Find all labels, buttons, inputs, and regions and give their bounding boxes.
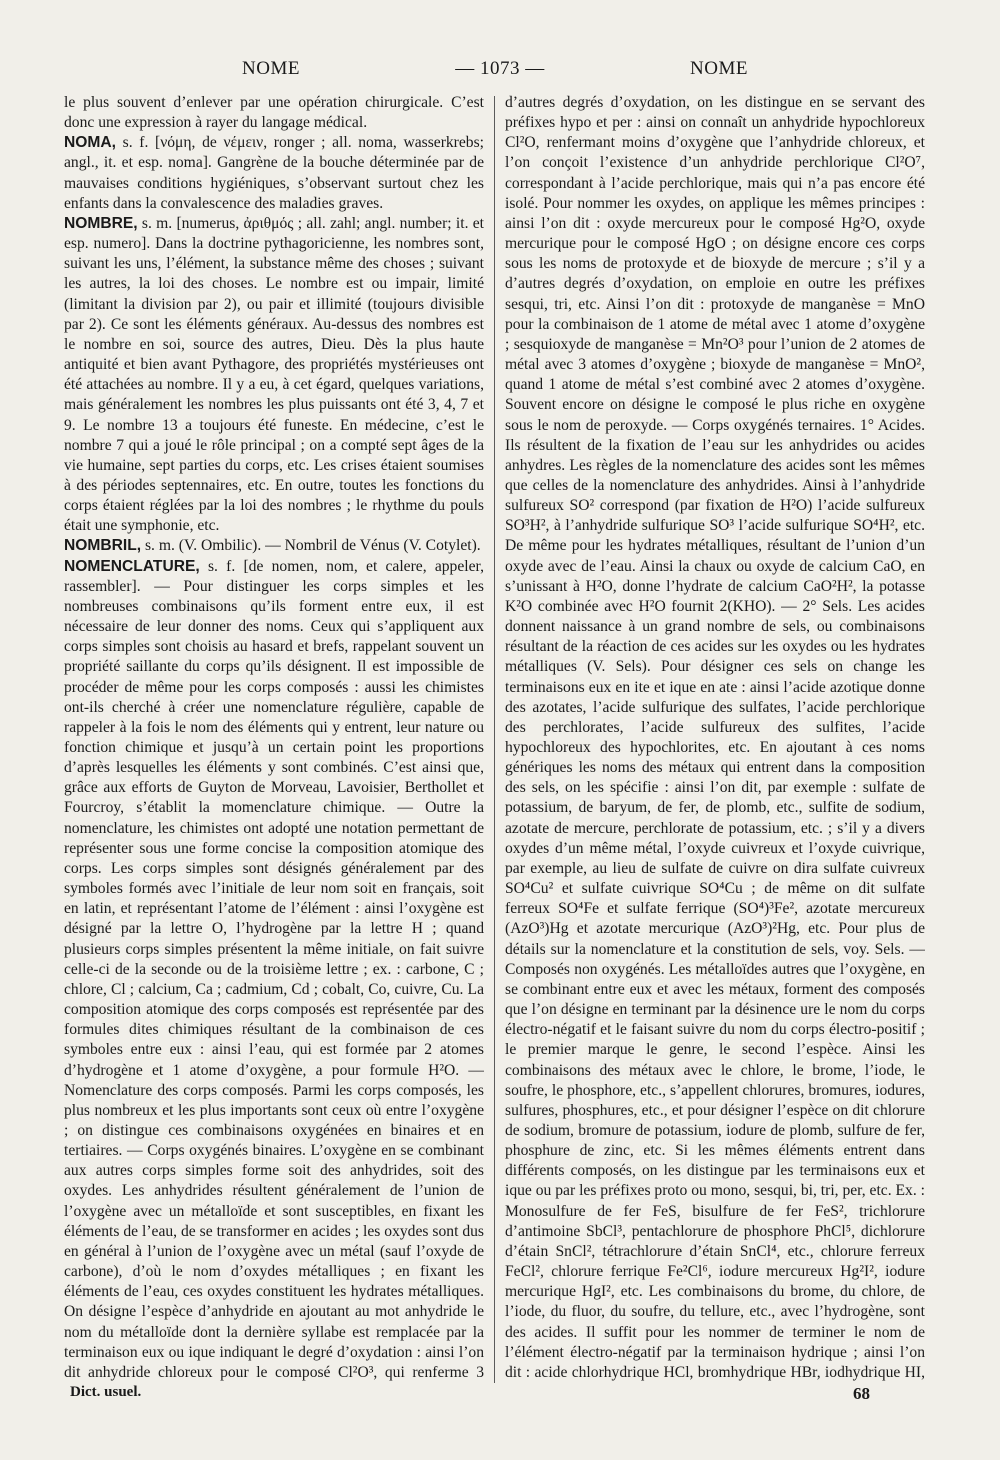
footer-signature: Dict. usuel. xyxy=(70,1384,142,1400)
entry-nomenclature xyxy=(64,557,484,1383)
entry-headword: NOMA, xyxy=(64,134,116,152)
entry-nomenclature-continued: d’autres degrés d’oxydation, on les distingue en se servant des préfixes hypo et per : ainsi on connaît un anhydride hypochloreux Cl²O, renfermant moins d’oxygène que l’anhydride chloreux, et l’on conçoit l’existence d’un anhydride perchlorique Cl²O⁷, correspondant à l’acide perchlorique, mais qui n’a pas encore été isolé. Pour nommer les oxydes, on applique les mêmes principes : ainsi l’on dit : oxyde mercureux pour le composé Hg²O, oxyde mercurique pour le composé HgO ; on désigne encore ces corps sous les noms de protoxyde et de bioxyde de mercure ; s’il y a d’autres degrés d’oxydation, on emploie en outre les préfixes sesqui, tri, etc. Ainsi l’on dit : protoxyde de manganèse = MnO pour la combinaison de 1 atome de métal avec 1 atome d’oxygène ; sesquioxyde de manganèse = Mn²O³ pour l’union de 2 atomes de métal avec 3 atomes d’oxygène ; bioxyde de manganèse = MnO², quand 1 atome de métal s’est combiné avec 2 atomes d’oxygène. Souvent encore on désigne le composé le plus riche en oxygène sous le nom de peroxyde. — Corps oxygénés ternaires. 1° Acides. Ils résultent de la fixation de l’eau sur les anhydrides ou acides anhydres. Les règles de la nomenclature des acides sont les mêmes que celles de la nomenclature des anhydrides. Ainsi à l’anhydride sulfureux SO² correspond (par fixation de H²O) l’acide sulfureux SO³H², à l’anhydride sulfurique SO³ l’acide sulfurique SO⁴H², etc. De même pour les hydrates métalliques, résultant de l’union d’un oxyde avec de l’eau. Ainsi la chaux ou oxyde de calcium CaO, en s’unissant à H²O, donne l’hydrate de calcium CaO²H², la potasse K²O combinée avec H²O fournit 2(KHO). — 2° Sels. Les acides donnent naissance à un grand nombre de sels, ou combinaisons résultant de la réaction de ces acides sur les oxydes ou les hydrates métalliques (V. Sels). Pour désigner ces sels on change les terminaisons eux en ite et ique en ate : ainsi l’acide azotique donne des azotates, l’acide sulfurique des sulfates, l’acide perchlorique des perchlorates, l’acide sulfureux des sulfites, l’acide hypochloreux des hypochlorites, etc. En ajoutant à ces noms génériques les noms des métaux qui entrent dans la composition des sels, on les spécifie : ainsi l’on dit, par exemple : sulfate de potassium, de baryum, de fer, de plomb, etc., sulfite de sodium, azotate de mercure, perchlorate de potassium, etc. ; s’il y a divers oxydes d’un même métal, l’oxyde cuivreux et l’oxyde cuivrique, par exemple, au lieu de sulfate de cuivre on dira sulfate cuivreux SO⁴Cu² et sulfate cuivrique SO⁴Cu ; de même on dit sulfate ferreux SO⁴Fe et sulfate ferrique (SO⁴)³Fe², azotate mercureux (AzO³)Hg et azotate mercurique (AzO³)²Hg, etc. Pour plus de détails sur la nomenclature et la constitution de sels, voy. Sels. — Composés non oxygénés. Les métalloïdes autres que l’oxygène, en se combinant entre eux et avec les métaux, forment des composés que l’on désigne en terminant par la désinence ure le nom du corps électro-négatif et le faisant suivre du nom du corps électro-positif ; le premier marque le genre, le second l’espèce. Ainsi les combinaisons des métaux avec le chlore, le brome, l’iode, le soufre, le phosphore, etc., s’appellent chlorures, bromures, iodures, sulfures, phosphures, etc., et pour désigner l’espèce on dit chlorure de sodium, bromure de potassium, iodure de plomb, sulfure de fer, phosphure de zinc, etc. Si les mêmes éléments entrent dans différents composés, on les distingue par les terminaisons eux et ique ou par les préfixes proto ou mono, sesqui, bi, tri, per, etc. Ex. : Monosulfure de fer FeS, bisulfure de fer FeS², trichlorure d’antimoine SbCl³, pentachlorure de phosphore PhCl⁵, dichlorure d’étain SnCl², tétrachlorure d’étain SnCl⁴, etc., chlorure ferreux FeCl², chlorure ferrique Fe²Cl⁶, iodure mercureux Hg²I², iodure mercurique HgI², etc. Les combinaisons du brome, du chlore, de l’iode, du fluor, du soufre, du tellure, etc., avec l’hydrogène, sont des acides. Il suffit pour les nommer de terminer le nom de l’élément électro-négatif par la terminaison hydrique ; ainsi l’on dit : acide chlorhydrique HCl, bromhydrique HBr, iodhydrique HI, xyxy=(505,94,925,1381)
column-divider xyxy=(494,96,495,1383)
footer-sheet-number: 68 xyxy=(853,1384,870,1403)
entry-headword: NOMBRIL, xyxy=(64,537,142,555)
entry-headword: NOMBRE, xyxy=(64,214,138,232)
entry-definition: s. m. (V. Ombilic). — Nombril de Vénus (V. Cotylet). xyxy=(141,537,481,555)
entry-noma xyxy=(64,133,484,214)
page-number: — 1073 — xyxy=(455,58,545,79)
running-head-right: NOME xyxy=(690,58,748,79)
paragraph-continuation: le plus souvent d’enlever par une opération chirurgicale. C’est donc une expression à rayer du langage médical. xyxy=(64,94,484,132)
right-column xyxy=(505,93,925,1383)
entry-definition: s. m. [numerus, ἀριθμός ; all. zahl; angl. number; it. et esp. numero]. Dans la doctrine pythagoricienne, les nombres sont, suivant les uns, l’élément, la substance même des choses ; suivant les autres, la loi des choses. Le nombre est ou impair, limité (limitant la division par 2), ou pair et illimité (toujours divisible par 2). Ce sont les éléments généraux. Au-dessus des nombres est le nombre en soi, source des autres, Dieu. Dès la plus haute antiquité et bien avant Pythagore, des propriétés mystérieuses ont été attachées au nombre. Il y a eu, à cet égard, quelques variations, mais généralement les nombres les plus puissants ont été 3, 4, 7 et 9. Le nombre 13 a toujours été funeste. En médecine, c’est le nombre 7 qui a joué le rôle principal ; on a compté sept âges de la vie humaine, sept parties du corps, etc. Les crises étaient soumises à des périodes septennaires, etc. En outre, toutes les fonctions du corps étaient réglées par la loi des nombres ; le rhythme du pouls était une symphonie, etc. xyxy=(64,214,484,535)
entry-nombril xyxy=(64,536,484,556)
running-head-left: NOME xyxy=(242,58,300,79)
left-column xyxy=(64,93,484,1383)
entry-nombre xyxy=(64,214,484,537)
entry-definition: s. f. [de nomen, nom, et calere, appeler, rassembler]. — Pour distinguer les corps simples et les nombreuses combinaisons qu’ils forment entre eux, il est nécessaire de leur donner des noms. Ceux qui s’appliquent aux corps simples sont choisis au hasard et brefs, rappelant souvent un propriété saillante du corps qu’ils désignent. Il est impossible de procéder de même pour les corps composés : aussi les chimistes ont-ils cherché à créer une nomenclature régulière, capable de rappeler à la fois le nom des éléments qui y entrent, leur nature ou fonction chimique et jusqu’à un certain point les proportions d’après lesquelles les éléments y sont combinés. C’est ainsi que, grâce aux efforts de Guyton de Morveau, Lavoisier, Berthollet et Fourcroy, s’établit la momenclature chimique. — Outre la nomenclature, les chimistes ont adopté une notation permettant de représenter sous une forme concise la composition atomique des corps. Les corps simples sont désignés généralement par des symboles formés avec l’initiale de leur nom soit en français, soit en latin, et représentant l’atome de l’élément : ainsi l’oxygène est désigné par la lettre O, l’hydrogène par la lettre H ; quand plusieurs corps simples présentent la même initiale, on fait suivre celle-ci de la seconde ou de la troisième lettre ; ex. : carbone, C ; chlore, Cl ; calcium, Ca ; cadmium, Cd ; cobalt, Co, cuivre, Cu. La composition atomique des corps composés est représentée par des formules dites chimiques résultant de la combinaison de ces symboles entre eux : ainsi l’eau, qui est formée par 2 atomes d’hydrogène et 1 atome d’oxygène, a pour formule H²O. — Nomenclature des corps composés. Parmi les corps composés, les plus nombreux et les plus importants sont ceux où entre l’oxygène ; on distingue ces combinaisons oxygénées en binaires et en tertiaires. — Corps oxygénés binaires. L’oxygène en se combinant aux autres corps simples forme soit des anhydrides, soit des oxydes. Les anhydrides résultent généralement de l’union de l’oxygène avec un métalloïde et sont susceptibles, en fixant les éléments de l’eau, de se transformer en acides ; les oxydes sont dus en général à l’union de l’oxygène avec un métal (sauf l’oxyde de carbone), d’où le nom d’oxydes métalliques ; en fixant les éléments de l’eau, ces oxydes constituent les hydrates métalliques. On désigne l’espèce d’anhydride en ajoutant au mot anhydride le nom du métalloïde dont la dernière syllabe est remplacée par la terminaison eux ou ique indiquant le degré d’oxydation : ainsi l’on dit anhydride chloreux pour le composé Cl²O³, qui renferme 3 xyxy=(64,557,484,1381)
entry-headword: NOMENCLATURE, xyxy=(64,557,200,575)
entry-definition: s. f. [νόμη, de νέμειν, ronger ; all. noma, wasserkrebs; angl., it. et esp. noma]. Gangrène de la bouche déterminée par de mauvaises conditions hygiéniques, s’observant surtout chez les enfants dans la convalescence des maladies graves. xyxy=(64,134,484,212)
